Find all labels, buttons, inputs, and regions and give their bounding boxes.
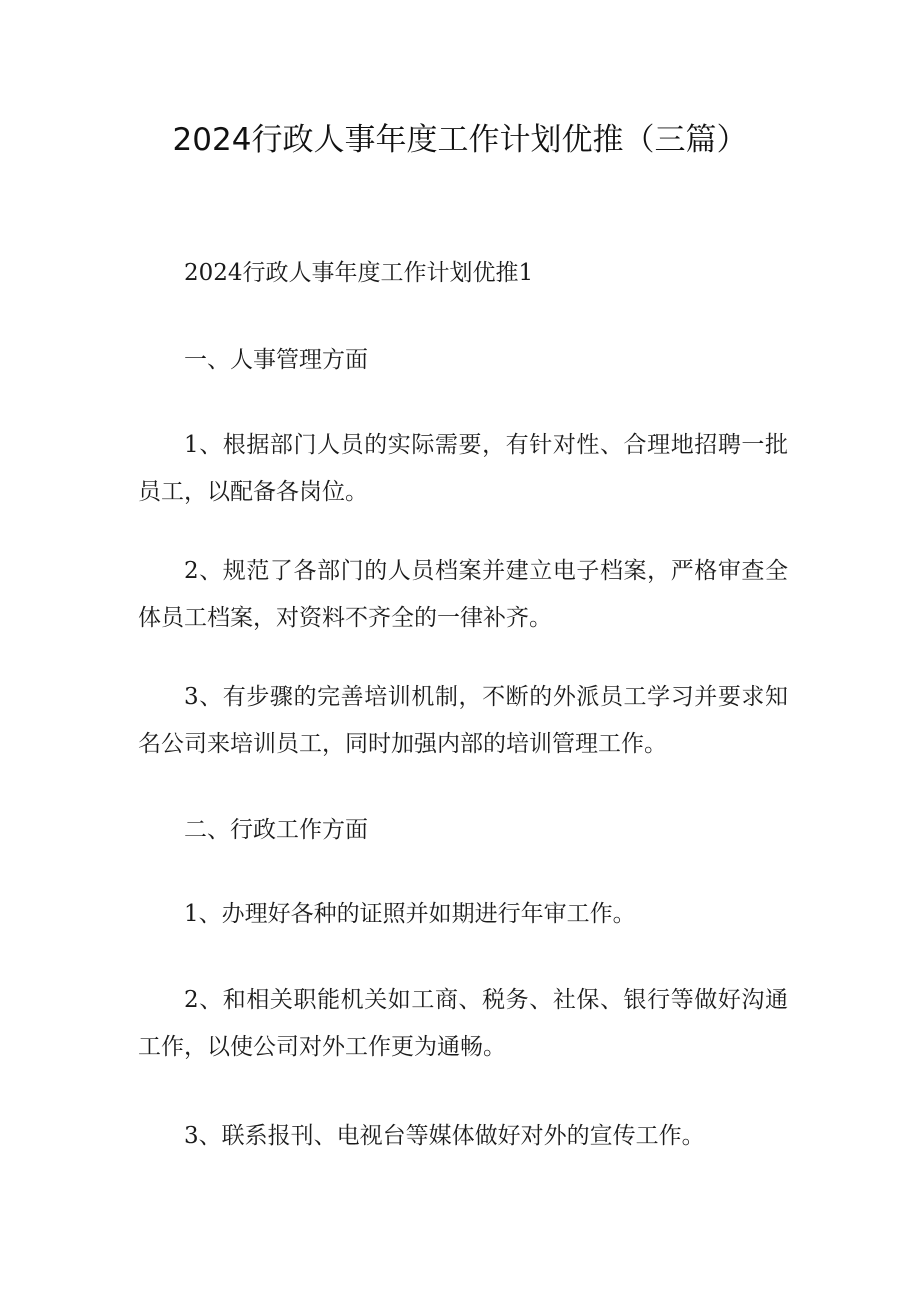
document-title: 2024行政人事年度工作计划优推（三篇） <box>172 122 748 158</box>
section-heading-plan-1: 2024行政人事年度工作计划优推1 <box>184 260 534 286</box>
paragraph-publicity: 3、联系报刊、电视台等媒体做好对外的宣传工作。 <box>184 1123 705 1149</box>
section-heading-personnel: 一、人事管理方面 <box>184 347 368 373</box>
paragraph-archives: 2、规范了各部门的人员档案并建立电子档案，严格审查全体员工档案，对资料不齐全的一律补齐。 <box>138 558 788 631</box>
paragraph-recruitment: 1、根据部门人员的实际需要，有针对性、合理地招聘一批员工，以配备各岗位。 <box>138 432 788 505</box>
paragraph-communication: 2、和相关职能机关如工商、税务、社保、银行等做好沟通工作，以使公司对外工作更为通畅。 <box>138 987 788 1060</box>
section-heading-administration: 二、行政工作方面 <box>184 817 368 843</box>
paragraph-licenses: 1、办理好各种的证照并如期进行年审工作。 <box>184 901 636 927</box>
paragraph-training: 3、有步骤的完善培训机制，不断的外派员工学习并要求知名公司来培训员工，同时加强内部的培训管理工作。 <box>138 684 788 757</box>
